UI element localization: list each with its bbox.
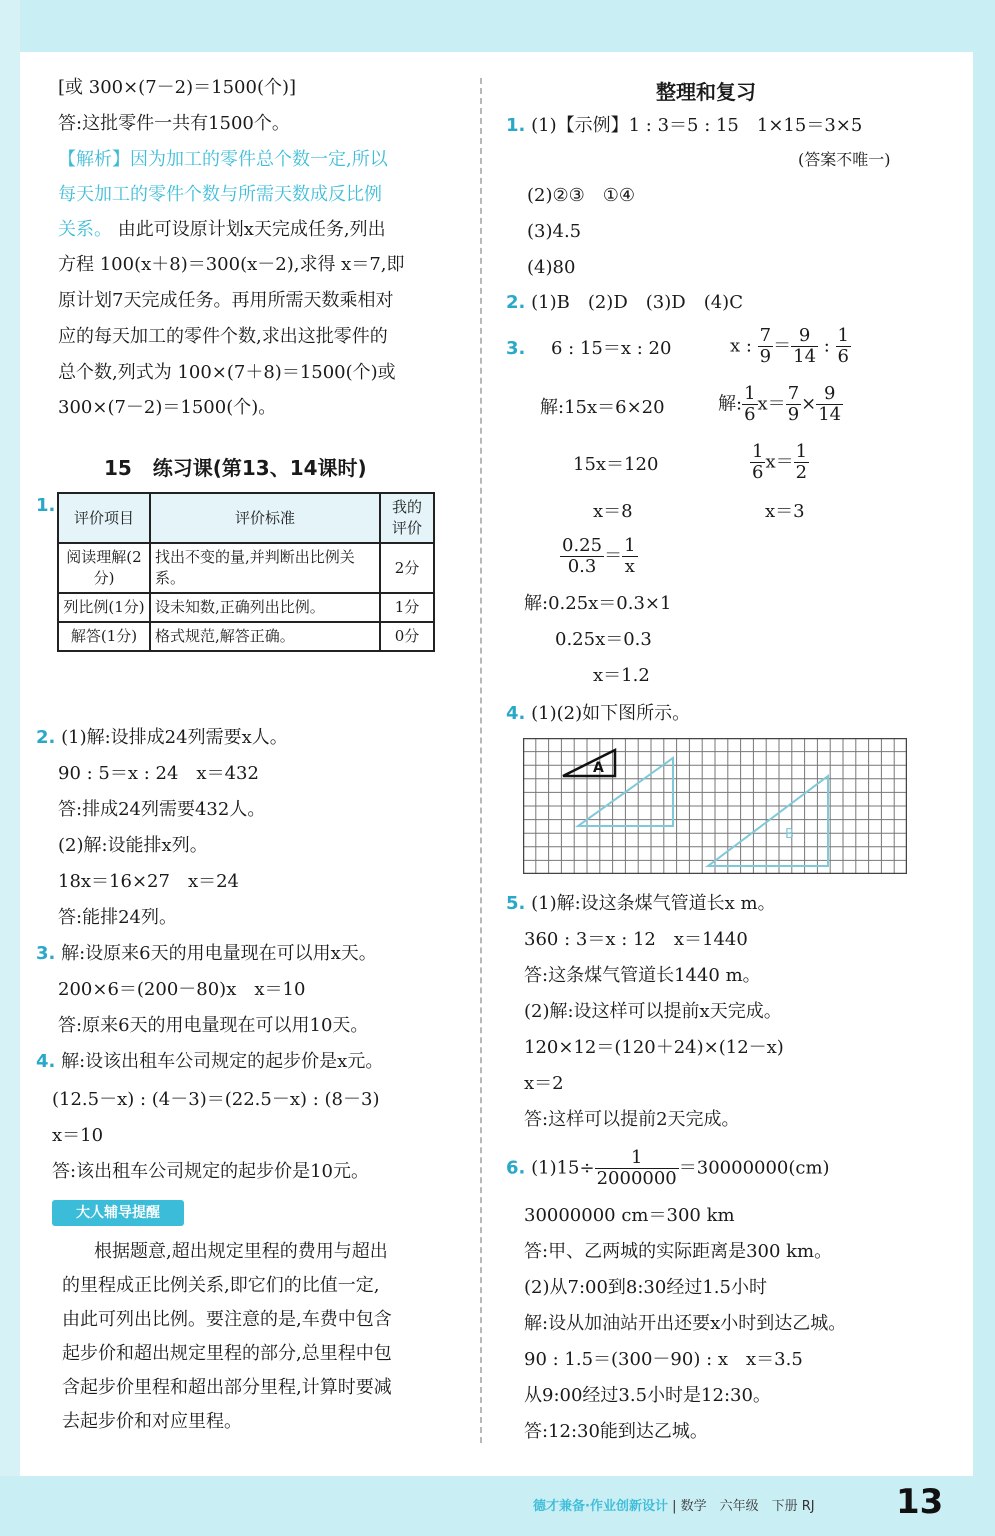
- fraction-denominator: x: [624, 556, 635, 577]
- review-q1-number: 1.: [506, 115, 526, 136]
- fraction: [560, 536, 604, 577]
- question-4-line-3: x＝10: [52, 1125, 104, 1146]
- fraction-numerator: 1: [752, 441, 764, 462]
- analysis-line-1: [58, 148, 388, 172]
- left-line-1: [或 300×(7－2)＝1500(个)]: [58, 77, 297, 98]
- fraction: [836, 326, 851, 367]
- review-q2-line-1: [506, 291, 743, 315]
- table-row: [58, 622, 434, 651]
- table-cell-criteria: 格式规范,解答正确。: [150, 622, 380, 651]
- review-q6-line-2: 30000000 cm＝300 km: [524, 1205, 735, 1226]
- question-3-line-3: 答:原来6天的用电量现在可以用10天。: [58, 1015, 369, 1036]
- fraction-numerator: 1: [837, 325, 849, 346]
- review-q1-line-3: (3)4.5: [527, 221, 582, 242]
- fraction-denominator: 6: [744, 404, 756, 425]
- review-q3-b2: 解: $\frac{1}{6}$ x＝ $\frac{7}{9}$ × $\frac{9}{14}$: [718, 383, 842, 425]
- review-q6-line-1: [506, 1148, 830, 1189]
- review-q3-a2: 解:15x＝6×20: [540, 397, 665, 418]
- fraction-denominator: 2000000: [596, 1168, 677, 1189]
- table-header-score: 我的评价: [380, 493, 434, 543]
- review-q3-a3: 15x＝120: [573, 454, 659, 475]
- review-q6-line-4: (2)从7:00到8:30经过1.5小时: [524, 1277, 767, 1298]
- fraction-denominator: 14: [818, 404, 842, 425]
- question-2-text-1: (1)解:设排成24列需要x人。: [61, 727, 288, 748]
- fraction: $\frac{1}{2}$: [795, 441, 808, 483]
- review-q6-line-7: 从9:00经过3.5小时是12:30。: [524, 1385, 771, 1406]
- analysis-text-3: 关系。: [58, 219, 112, 240]
- right-frame: [973, 0, 995, 1536]
- fraction-denominator: 9: [759, 346, 772, 367]
- review-q1-note: (答案不唯一): [798, 150, 891, 169]
- question-4-text-1: 解:设该出租车公司规定的起步价是x元。: [61, 1051, 384, 1072]
- fraction-denominator: 6: [837, 346, 849, 367]
- review-q3-a1: 6 : 15＝x : 20: [551, 338, 672, 359]
- analysis-line-3: [58, 218, 386, 242]
- evaluation-table: [57, 492, 435, 652]
- review-q6-line-8: 答:12:30能到达乙城。: [524, 1421, 708, 1442]
- review-q6-line-5: 解:设从加油站开出还要x小时到达乙城。: [524, 1313, 847, 1334]
- fraction: [786, 384, 801, 425]
- page-number: 13: [896, 1482, 944, 1522]
- analysis-line-6: 应的每天加工的零件个数,求出这批零件的: [58, 326, 388, 347]
- review-q3-c1: $\frac{0.25}{0.3}$ ＝ $\frac{1}{x}$: [562, 535, 636, 577]
- review-q4-number: 4.: [506, 703, 526, 724]
- question-2-number: 2.: [36, 727, 56, 748]
- review-q5-line-1: [506, 892, 776, 916]
- page-footer: 德才兼备·作业创新设计 | 数学 六年级 下册 RJ: [533, 1499, 815, 1514]
- table-cell-item: 解答(1分): [58, 622, 150, 651]
- table-header-criteria: 评价标准: [150, 493, 380, 543]
- tutor-line-3: 由此可列出比例。要注意的是,车费中包含: [62, 1309, 392, 1330]
- tutor-line-4: 起步价和超出规定里程的部分,总里程中包: [62, 1343, 392, 1364]
- lesson-heading: [104, 452, 367, 481]
- table-header-row: [58, 493, 434, 543]
- review-q3-number: 3.: [506, 338, 526, 359]
- review-q2-text-1: (1)B (2)D (3)D (4)C: [531, 292, 743, 313]
- fraction-numerator: 7: [787, 383, 800, 404]
- top-frame: [0, 0, 995, 52]
- review-q3-a4: x＝8: [593, 501, 633, 522]
- fraction-numerator: 0.25: [562, 535, 603, 556]
- column-divider: [480, 78, 482, 1443]
- question-4-line-4: 答:该出租车公司规定的起步价是10元。: [52, 1161, 369, 1182]
- footer-subject: 数学 六年级 下册 RJ: [680, 1499, 815, 1514]
- review-q3-b4: x＝3: [765, 501, 805, 522]
- review-q6-number: 6.: [506, 1157, 526, 1179]
- fraction-denominator: 0.3: [567, 556, 597, 577]
- review-q5-line-6: x＝2: [524, 1073, 564, 1094]
- lesson-title: 练习课(第13、14课时): [152, 456, 367, 480]
- question-3-line-1: [36, 942, 377, 966]
- left-frame: [0, 0, 20, 1536]
- analysis-label: 【解析】: [58, 149, 130, 170]
- review-q3-b1-x: x :: [730, 335, 752, 357]
- fraction-denominator: 14: [793, 346, 817, 367]
- question-2-line-4: (2)解:设能排x列。: [58, 835, 208, 856]
- review-q2-number: 2.: [506, 292, 526, 313]
- table-cell-score: 0分: [380, 622, 434, 651]
- review-q5-line-2: 360 : 3＝x : 12 x＝1440: [524, 929, 748, 950]
- review-q1-line-2: (2)②③ ①④: [527, 185, 636, 206]
- fraction: [758, 326, 773, 367]
- fraction-numerator: 1: [624, 535, 636, 556]
- fraction: [595, 1148, 679, 1189]
- table-cell-score: 1分: [380, 593, 434, 622]
- question-2-line-3: 答:排成24列需要432人。: [58, 799, 266, 820]
- review-q5-line-5: 120×12＝(120＋24)×(12－x): [524, 1037, 784, 1058]
- fraction: [742, 384, 757, 425]
- fraction: [816, 384, 843, 425]
- review-q6-text-1b: ＝30000000(cm): [678, 1157, 830, 1179]
- fraction-numerator: 7: [759, 325, 772, 346]
- fraction-numerator: 9: [816, 384, 843, 405]
- review-q1-text-1: (1)【示例】1 : 3＝5 : 15 1×15＝3×5: [531, 115, 863, 136]
- question-2-line-2: 90 : 5＝x : 24 x＝432: [58, 763, 259, 784]
- question-4-line-1: [36, 1050, 383, 1074]
- review-q3-b1: x : $\frac{7}{9}$ ＝ $\frac{9}{14}$ : $\frac{1}{6}$: [730, 325, 849, 367]
- analysis-line-7: 总个数,列式为 100×(7＋8)＝1500(个)或: [58, 362, 396, 383]
- review-q5-text-1: (1)解:设这条煤气管道长x m。: [531, 893, 776, 914]
- review-q3-c3: 0.25x＝0.3: [555, 629, 652, 650]
- question-3-line-2: 200×6＝(200－80)x x＝10: [58, 979, 306, 1000]
- review-q6-text-1a: (1)15÷: [531, 1157, 595, 1179]
- question-3-number: 3.: [36, 943, 56, 964]
- review-q4-line-1: [506, 702, 690, 726]
- review-q5-line-3: 答:这条煤气管道长1440 m。: [524, 965, 761, 986]
- fraction: [791, 326, 818, 367]
- tutor-tip-badge: 大人辅导提醒: [52, 1200, 184, 1226]
- lesson-number: 15: [104, 456, 132, 480]
- analysis-line-2: 每天加工的零件个数与所需天数成反比例: [58, 184, 382, 205]
- question-4-line-2: (12.5－x) : (4－3)＝(22.5－x) : (8－3): [52, 1089, 380, 1110]
- review-q5-line-4: (2)解:设这样可以提前x天完成。: [524, 1001, 782, 1022]
- analysis-line-8: 300×(7－2)＝1500(个)。: [58, 397, 277, 418]
- tutor-line-1: 根据题意,超出规定里程的费用与超出: [94, 1241, 388, 1262]
- fraction: [750, 442, 765, 483]
- table-row: [58, 543, 434, 593]
- review-q1-line-1: [506, 114, 862, 138]
- fraction: [622, 536, 637, 577]
- review-q6-line-3: 答:甲、乙两城的实际距离是300 km。: [524, 1241, 833, 1262]
- question-3-text-1: 解:设原来6天的用电量现在可以用x天。: [61, 943, 377, 964]
- analysis-text-3b: 由此可设原计划x天完成任务,列出: [117, 219, 386, 240]
- review-q5-number: 5.: [506, 893, 526, 914]
- review-title: 整理和复习: [656, 80, 756, 104]
- table-cell-score: 2分: [380, 543, 434, 593]
- question-2-line-1: [36, 726, 288, 750]
- review-q3-c4: x＝1.2: [593, 665, 650, 686]
- analysis-line-4: 方程 100(x＋8)＝300(x－2),求得 x＝7,即: [58, 254, 405, 275]
- fraction-numerator: 9: [791, 326, 818, 347]
- review-q6-line-6: 90 : 1.5＝(300－90) : x x＝3.5: [524, 1349, 803, 1370]
- left-line-2: 答:这批零件一共有1500个。: [58, 113, 290, 134]
- table-header-item: 评价项目: [58, 493, 150, 543]
- tutor-line-2: 的里程成正比例关系,即它们的比值一定,: [62, 1275, 380, 1296]
- tutor-line-5: 含起步价里程和超出部分里程,计算时要减: [62, 1377, 392, 1398]
- fraction-numerator: 1: [744, 383, 756, 404]
- review-q1-line-4: (4)80: [527, 257, 576, 278]
- table-row: [58, 593, 434, 622]
- table-cell-criteria: 找出不变的量,并判断出比例关系。: [150, 543, 380, 593]
- fraction-denominator: 9: [787, 404, 800, 425]
- review-q3-c2: 解:0.25x＝0.3×1: [524, 593, 672, 614]
- fraction-denominator: 6: [752, 462, 764, 483]
- table-cell-item: 阅读理解(2分): [58, 543, 150, 593]
- question-2-line-6: 答:能排24列。: [58, 907, 177, 928]
- bottom-frame: [0, 1476, 995, 1536]
- figure-label-a: A: [593, 760, 604, 776]
- review-q5-line-7: 答:这样可以提前2天完成。: [524, 1109, 740, 1130]
- table-cell-criteria: 设未知数,正确列出比例。: [150, 593, 380, 622]
- fraction-numerator: 1: [795, 441, 808, 462]
- grid-figure: [523, 738, 907, 874]
- analysis-text-1: 因为加工的零件总个数一定,所以: [130, 149, 388, 170]
- analysis-line-5: 原计划7天完成任务。再用所需天数乘相对: [58, 290, 394, 311]
- footer-brand: 德才兼备·作业创新设计: [533, 1499, 668, 1514]
- question-2-line-5: 18x＝16×27 x＝24: [58, 871, 240, 892]
- review-q3-b2-prefix: 解:: [718, 393, 743, 415]
- review-q3-b3: $\frac{1}{6}$ x＝ $\frac{1}{2}$: [752, 441, 808, 483]
- review-q4-text-1: (1)(2)如下图所示。: [531, 703, 691, 724]
- question-1-number: 1.: [36, 495, 56, 516]
- fraction-numerator: 1: [595, 1148, 679, 1169]
- figure-label-b: B: [785, 827, 794, 842]
- table-cell-item: 列比例(1分): [58, 593, 150, 622]
- tutor-line-6: 去起步价和对应里程。: [62, 1411, 242, 1432]
- question-4-number: 4.: [36, 1051, 56, 1072]
